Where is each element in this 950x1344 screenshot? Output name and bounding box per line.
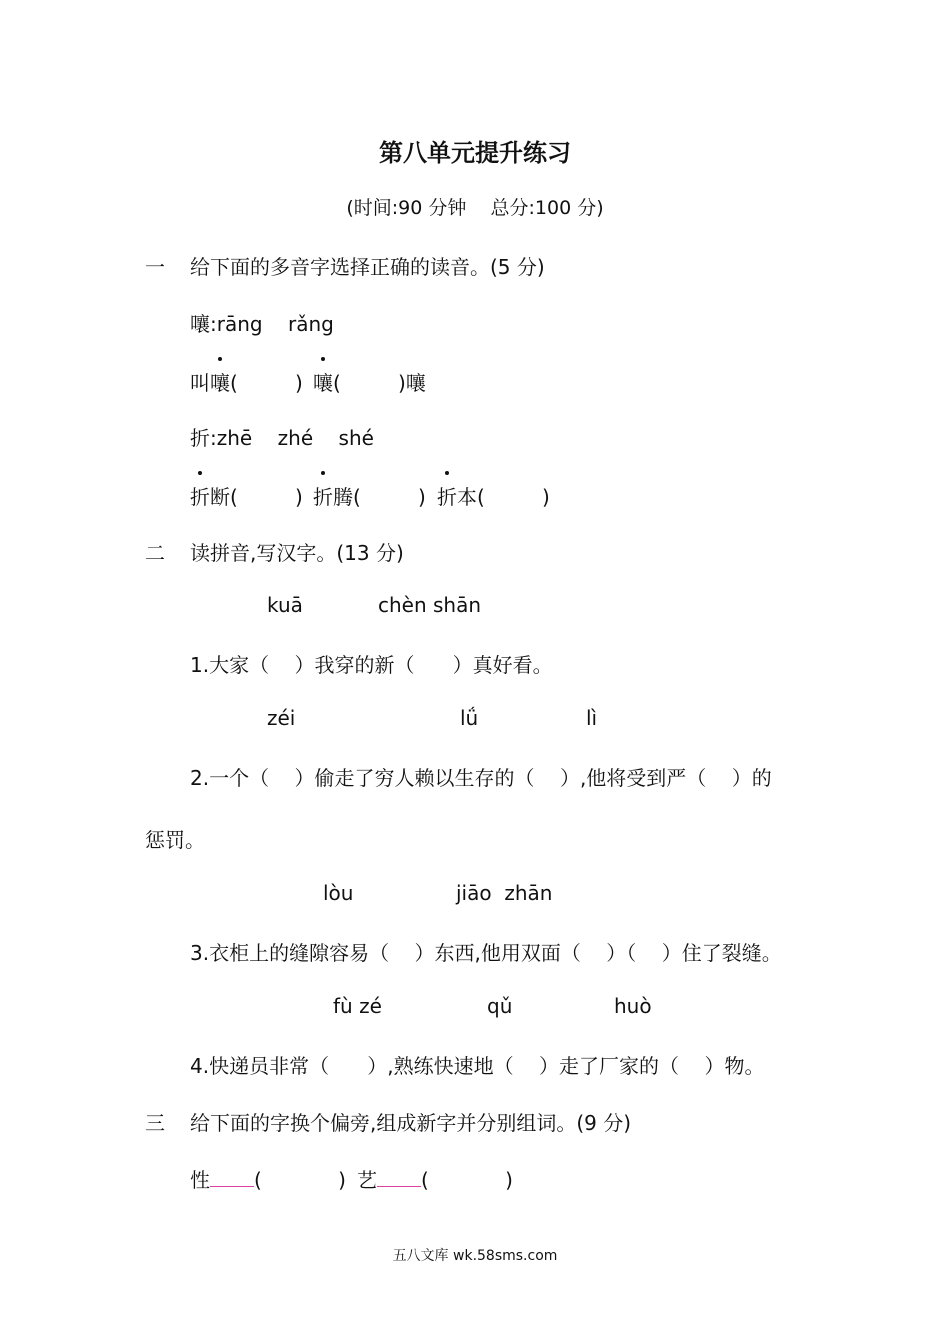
dotted-character: 折 xyxy=(313,481,333,510)
pinyin-4a: fù zé xyxy=(333,994,382,1018)
section-2-heading: 读拼音,写汉字。(13 分) xyxy=(190,541,404,565)
polyphone-2-example-a: 折断( ) xyxy=(190,481,303,510)
question-1: 1.大家（ ）我穿的新（ ）真好看。 xyxy=(190,653,553,677)
pinyin-4b: qǔ xyxy=(487,994,513,1018)
pinyin-2a: zéi xyxy=(267,706,296,730)
page-subtitle: (时间:90 分钟 总分:100 分) xyxy=(346,197,604,219)
polyphone-2-example-c: 折本( ) xyxy=(437,481,550,510)
pinyin-2c: lì xyxy=(586,706,598,730)
dotted-character: 嚷 xyxy=(313,367,333,396)
answer-blank[interactable] xyxy=(210,1185,254,1187)
section-1-number: 一 xyxy=(145,255,165,279)
polyphone-1-example-b: 嚷( )嚷 xyxy=(313,367,426,396)
section-3-heading: 给下面的字换个偏旁,组成新字并分别组词。(9 分) xyxy=(190,1111,632,1135)
answer-blank[interactable] xyxy=(377,1185,421,1187)
pinyin-1b: chèn shān xyxy=(378,593,482,617)
dotted-character: 折 xyxy=(437,481,457,510)
dotted-character: 嚷 xyxy=(210,367,230,396)
radical-item-b: 艺 ( ) xyxy=(357,1168,513,1192)
footer-watermark: 五八文库 wk.58sms.com xyxy=(392,1248,558,1264)
pinyin-3b: jiāo zhān xyxy=(456,881,553,905)
radical-item-a: 性 ( ) xyxy=(190,1168,346,1192)
question-2-continued: 惩罚。 xyxy=(145,828,205,852)
polyphone-2-example-b: 折腾( ) xyxy=(313,481,426,510)
pinyin-4c: huò xyxy=(614,994,652,1018)
section-1-heading: 给下面的多音字选择正确的读音。(5 分) xyxy=(190,255,545,279)
page-title: 第八单元提升练习 xyxy=(379,139,571,167)
question-3: 3.衣柜上的缝隙容易（ ）东西,他用双面（ ）（ ）住了裂缝。 xyxy=(190,941,782,965)
polyphone-1-readings: 嚷:rāng rǎng xyxy=(190,312,334,336)
pinyin-1a: kuā xyxy=(267,593,303,617)
pinyin-2b: lǘ xyxy=(460,706,479,730)
polyphone-1-example-a: 叫嚷( ) xyxy=(190,367,303,396)
question-2: 2.一个（ ）偷走了穷人赖以生存的（ ）,他将受到严（ ）的 xyxy=(190,766,772,790)
section-3-number: 三 xyxy=(145,1111,165,1135)
polyphone-2-readings: 折:zhē zhé shé xyxy=(190,426,374,450)
dotted-character: 折 xyxy=(190,481,210,510)
question-4: 4.快递员非常（ ）,熟练快速地（ ）走了厂家的（ ）物。 xyxy=(190,1054,765,1078)
section-2-number: 二 xyxy=(145,541,165,565)
pinyin-3a: lòu xyxy=(323,881,354,905)
